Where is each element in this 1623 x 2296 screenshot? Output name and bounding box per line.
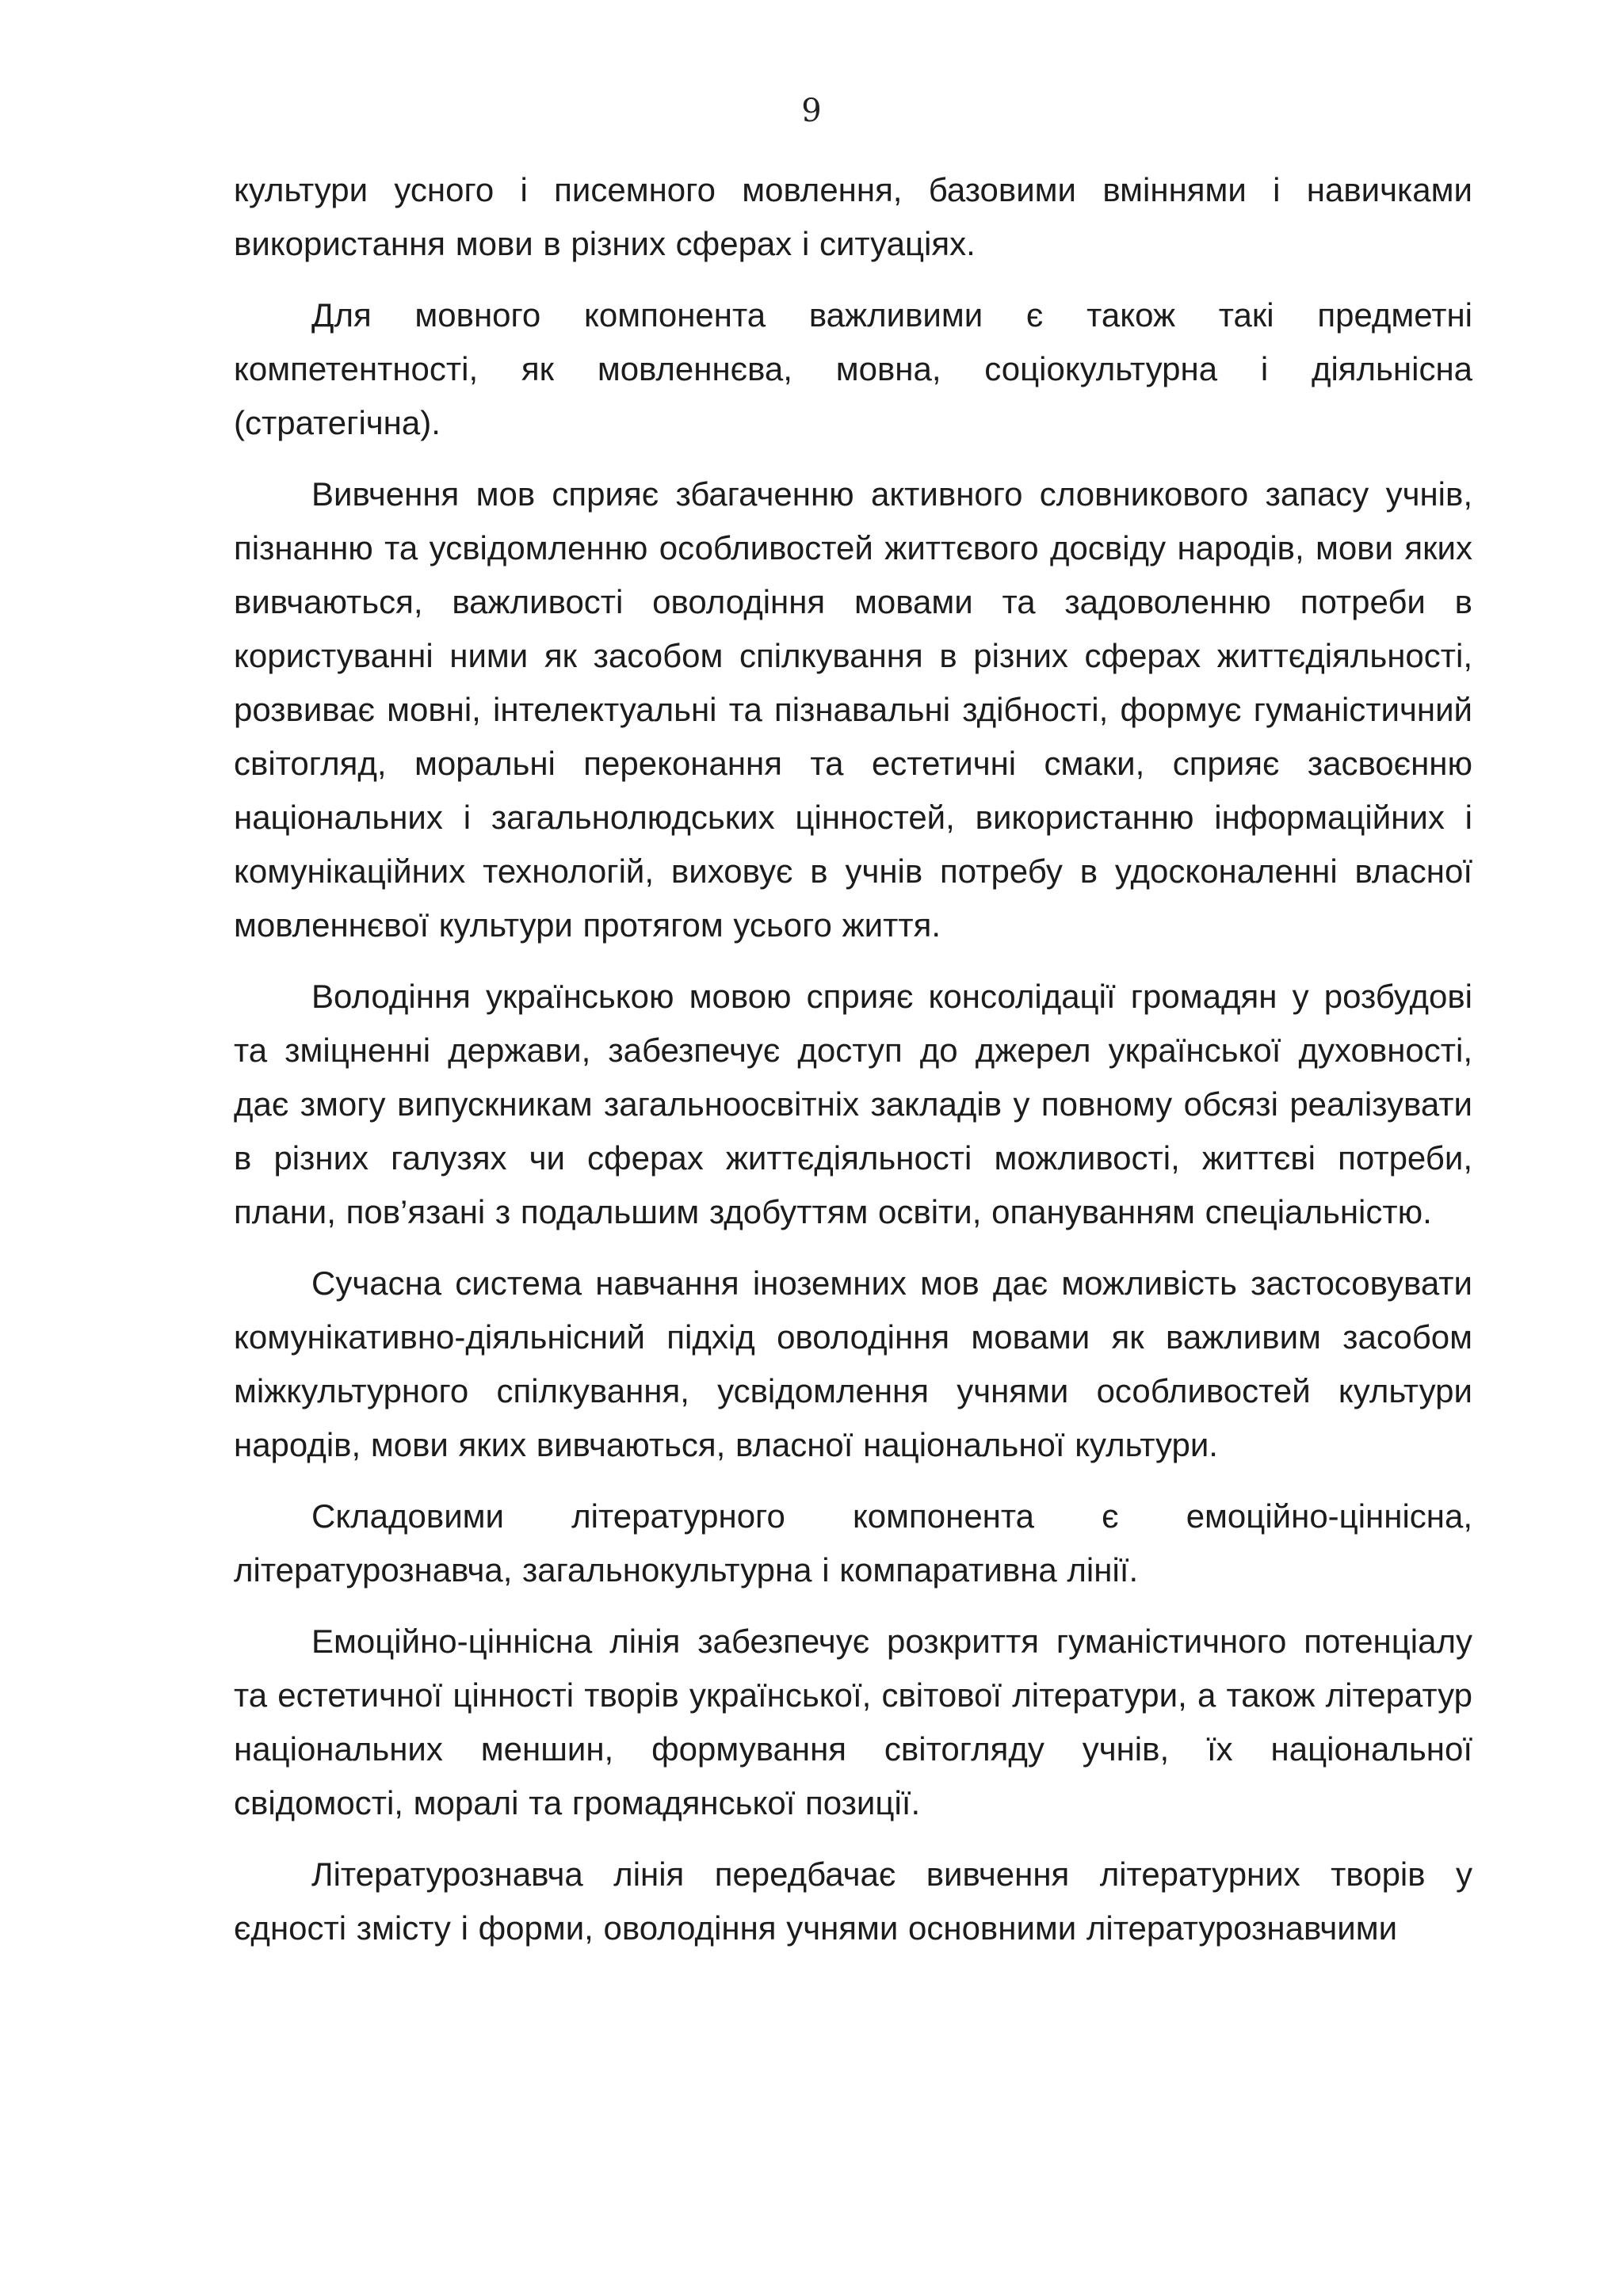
paragraph-continuation: культури усного і писемного мовлення, базовими вміннями і навичками використання мови в різних сферах і ситуаціях.	[234, 171, 1472, 262]
paragraph: Складовими літературного компонента є емоційно-ціннісна, літературознавча, загальнокультурна і компаративна лінії.	[234, 1497, 1472, 1589]
paragraph: Володіння українською мовою сприяє консолідації громадян у розбудові та зміцненні держави, забезпечує доступ до джерел української духовності, дає змогу випускникам загальноосвітніх закладів у повному обсязі реалізувати в різних галузях чи сферах життєдіяльності можливості, життєві потреби, плани, пов’язані з подальшим здобуттям освіти, опануванням спеціальністю.	[234, 978, 1472, 1230]
paragraph: Сучасна система навчання іноземних мов дає можливість застосовувати комунікативно-діяльнісний підхід оволодіння мовами як важливим засобом міжкультурного спілкування, усвідомлення учнями особливостей культури народів, мови яких вивчаються, власної національної культури.	[234, 1264, 1472, 1463]
paragraph: Для мовного компонента важливими є також такі предметні компетентності, як мовленнєва, мовна, соціокультурна і діяльнісна (стратегічна).	[234, 296, 1472, 441]
paragraph: Літературознавча лінія передбачає вивчення літературних творів у єдності змісту і форми, оволодіння учнями основними літературознавчими	[234, 1855, 1472, 1947]
paragraph: Вивчення мов сприяє збагаченню активного словникового запасу учнів, пізнанню та усвідомленню особливостей життєвого досвіду народів, мови яких вивчаються, важливості оволодіння мовами та задоволенню потреби в користуванні ними як засобом спілкування в різних сферах життєдіяльності, розвиває мовні, інтелектуальні та пізнавальні здібності, формує гуманістичний світогляд, моральні переконання та естетичні смаки, сприяє засвоєнню національних і загальнолюдських цінностей, використанню інформаційних і комунікаційних технологій, виховує в учнів потребу в удосконаленні власної мовленнєвої культури протягом усього життя.	[234, 475, 1472, 944]
paragraph: Емоційно-ціннісна лінія забезпечує розкриття гуманістичного потенціалу та естетичної цінності творів української, світової літератури, а також літератур національних меншин, формування світогляду учнів, їх національної свідомості, моралі та громадянської позиції.	[234, 1623, 1472, 1821]
page-number: 9	[801, 93, 822, 129]
document-body	[234, 163, 1472, 1973]
